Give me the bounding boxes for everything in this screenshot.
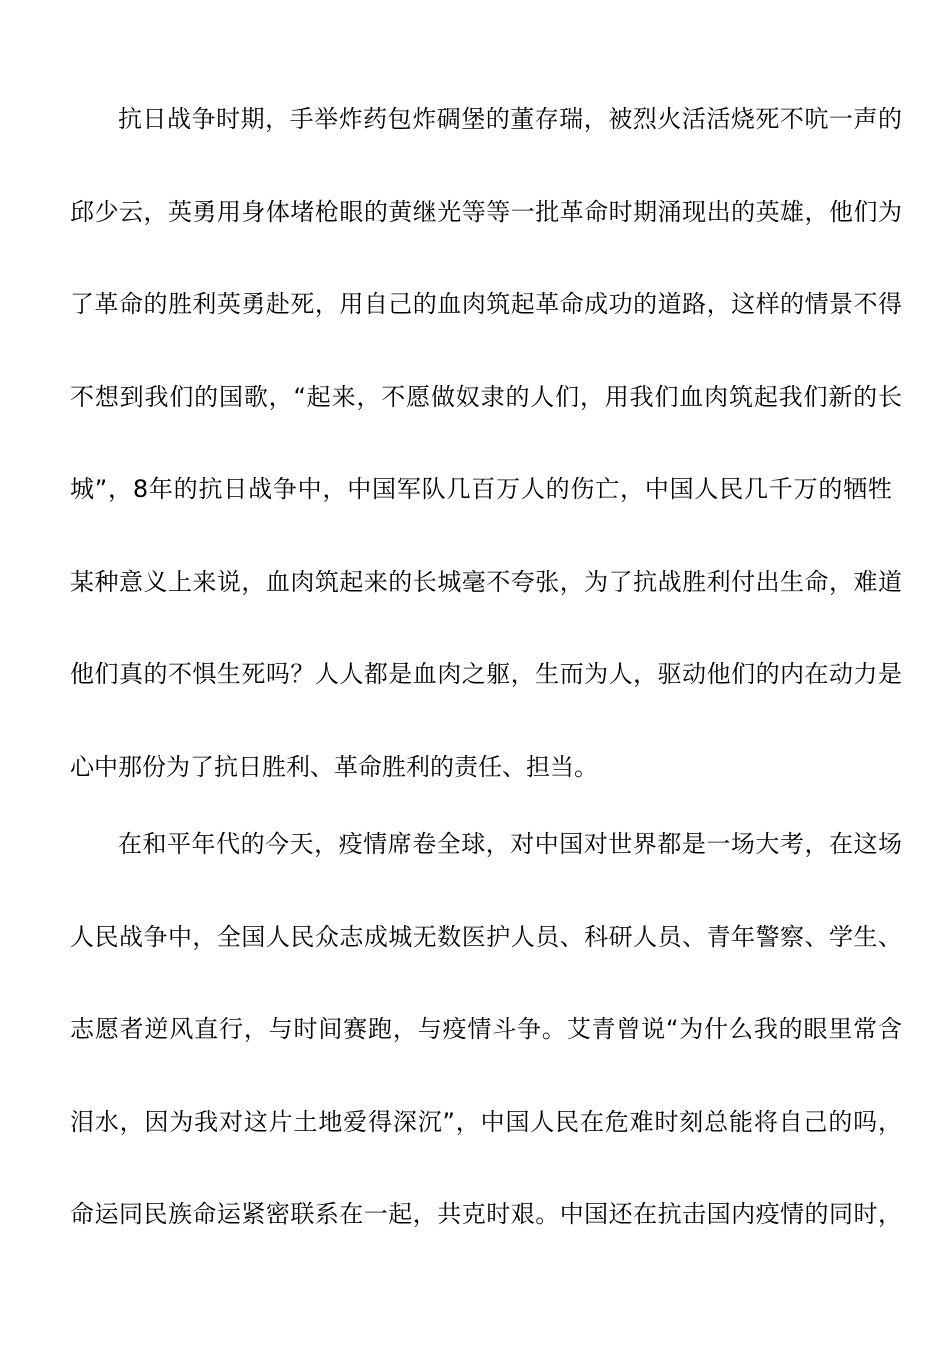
paragraph-1-line-6: 某种意义上来说，血肉筑起来的长城毫不夸张，为了抗战胜利付出生命，难道 (70, 568, 902, 596)
paragraph-2-line-1: 在和平年代的今天，疫情席卷全球，对中国对世界都是一场大考，在这场 (118, 830, 902, 858)
paragraph-2-line-5: 命运同民族命运紧密联系在一起，共克时艰。中国还在抗击国内疫情的同时， (70, 1200, 902, 1228)
paragraph-2-line-4: 泪水，因为我对这片土地爱得深沉”，中国人民在危难时刻总能将自己的吗， (70, 1108, 902, 1136)
paragraph-1-line-7: 他们真的不惧生死吗？人人都是血肉之躯，生而为人，驱动他们的内在动力是 (70, 660, 902, 688)
paragraph-1-line-4: 不想到我们的国歌，“起来，不愿做奴隶的人们，用我们血肉筑起我们新的长 (70, 383, 902, 411)
paragraph-2-line-2: 人民战争中，全国人民众志成城无数医护人员、科研人员、青年警察、学生、 (70, 923, 902, 951)
paragraph-1-line-8: 心中那份为了抗日胜利、革命胜利的责任、担当。 (70, 753, 598, 781)
paragraph-1-line-5: 城”，8年的抗日战争中，中国军队几百万人的伤亡，中国人民几千万的牺牲 (70, 475, 892, 503)
paragraph-1-line-1: 抗日战争时期，手举炸药包炸碉堡的董存瑞，被烈火活活烧死不吭一声的 (118, 105, 902, 133)
paragraph-2-line-3: 志愿者逆风直行，与时间赛跑，与疫情斗争。艾青曾说“为什么我的眼里常含 (70, 1015, 902, 1043)
paragraph-1-line-2: 邱少云，英勇用身体堵枪眼的黄继光等等一批革命时期涌现出的英雄，他们为 (70, 198, 902, 226)
paragraph-1-line-3: 了革命的胜利英勇赴死，用自己的血肉筑起革命成功的道路，这样的情景不得 (70, 290, 902, 318)
